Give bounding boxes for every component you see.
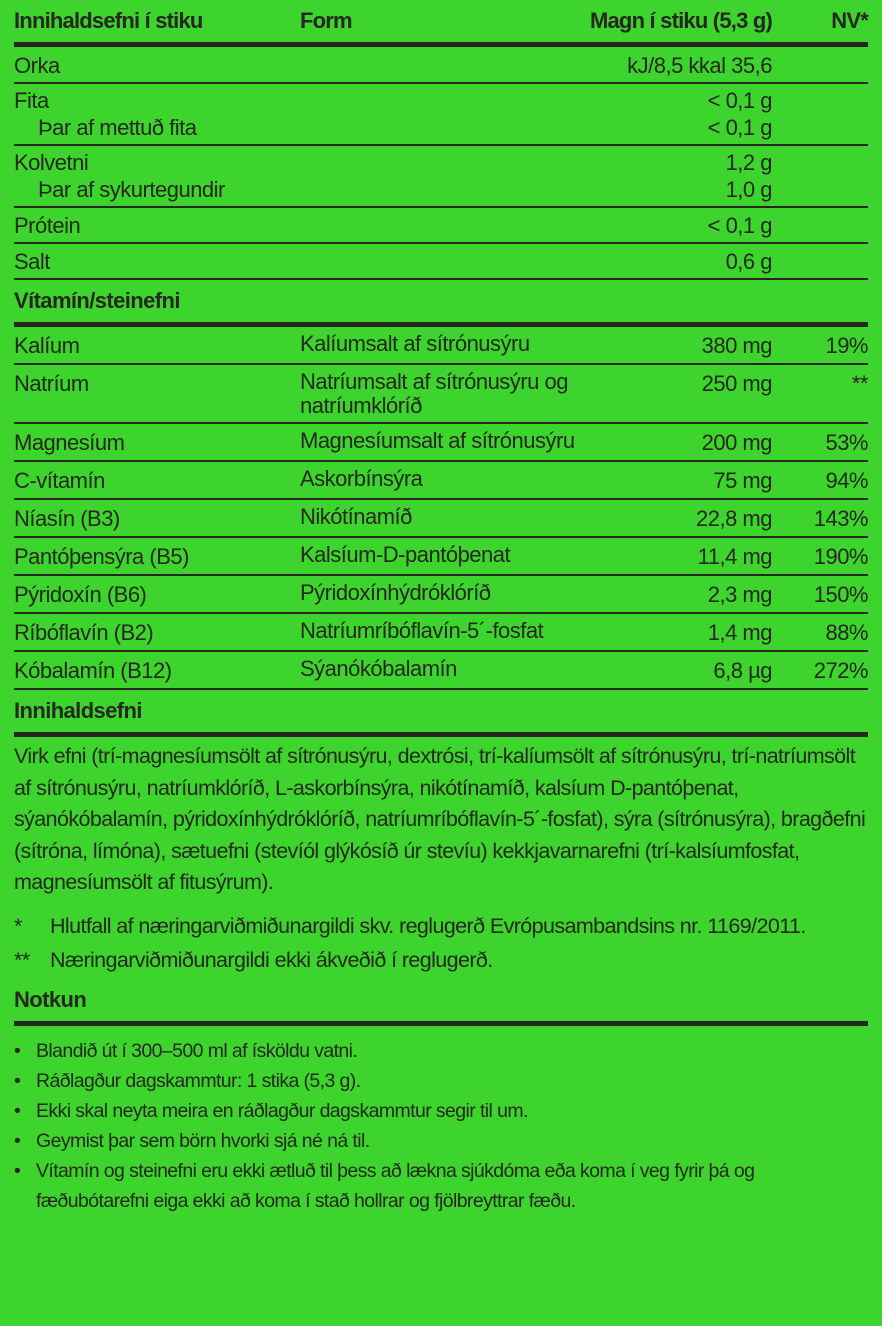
vitamin-nv: 143%: [813, 506, 868, 531]
vitamins-heading: Vítamín/steinefni: [14, 288, 180, 313]
vitamin-form: Magnesíumsalt af sítrónusýru: [300, 428, 575, 453]
vitamin-form: Natríumríbóflavín-5´-fosfat: [300, 618, 544, 643]
vitamin-form: Askorbínsýra: [300, 466, 423, 491]
usage-text: Ráðlagður dagskammtur: 1 stika (5,3 g).: [36, 1069, 361, 1092]
vitamin-row: [14, 424, 868, 460]
vitamin-nv: 190%: [813, 544, 868, 569]
bullet-icon: •: [14, 1069, 21, 1092]
vitamin-nv: 150%: [813, 582, 868, 607]
vitamin-row: [14, 614, 868, 650]
usage-item: [14, 1156, 868, 1216]
sub-nutrient-amount: < 0,1 g: [707, 115, 772, 140]
vitamin-nv: 272%: [813, 658, 868, 683]
vitamin-name: C-vítamín: [14, 468, 105, 493]
vitamin-row: [14, 652, 868, 688]
vitamin-name: Níasín (B3): [14, 506, 120, 531]
vitamin-form: Nikótínamíð: [300, 504, 412, 529]
vitamin-row: [14, 500, 868, 536]
nutrient-amount: 35,6 kJ/8,5 kkal: [627, 53, 772, 78]
nutrient-name: Salt: [14, 249, 50, 274]
nutrition-row: [14, 244, 868, 278]
vitamin-row: [14, 576, 868, 612]
nutrition-label: [14, 0, 868, 1216]
header-ingredient: Innihaldsefni í stiku: [14, 8, 203, 33]
vitamin-form: Natríumsalt af sítrónusýru og natríumklóríð: [300, 369, 568, 418]
bullet-icon: •: [14, 1129, 21, 1152]
vitamin-amount: 75 mg: [713, 468, 772, 493]
vitamin-name: Natríum: [14, 371, 89, 396]
footnote: [14, 943, 868, 977]
vitamin-amount: 250 mg: [701, 371, 772, 396]
vitamin-row: [14, 538, 868, 574]
usage-list: [14, 1026, 868, 1216]
nutrient-amount: 1,2 g: [725, 150, 772, 175]
bullet-icon: •: [14, 1099, 21, 1122]
vitamin-nv: **: [851, 371, 868, 396]
footnote: [14, 909, 868, 943]
vitamin-amount: 2,3 mg: [707, 582, 772, 607]
vitamin-amount: 6,8 µg: [713, 658, 772, 683]
nutrient-name: Orka: [14, 53, 60, 78]
usage-text: Vítamín og steinefni eru ekki ætluð til þess að lækna sjúkdóma eða koma í veg fyrir þá og fæðubótarefni eiga ekki að koma í stað hollrar og fjölbreyttrar fæðu.: [36, 1159, 755, 1212]
vitamin-amount: 380 mg: [701, 333, 772, 358]
nutrition-row: [14, 47, 868, 82]
nutrition-row: [14, 146, 868, 206]
vitamin-name: Pantóþensýra (B5): [14, 544, 189, 569]
usage-item: [14, 1066, 868, 1096]
usage-text: Geymist þar sem börn hvorki sjá né ná til.: [36, 1129, 370, 1152]
header-amount: Magn í stiku (5,3 g): [589, 8, 772, 33]
nutrient-name: Fita: [14, 88, 49, 113]
vitamin-name: Ríbóflavín (B2): [14, 620, 154, 645]
vitamin-form: Kalíumsalt af sítrónusýru: [300, 331, 530, 356]
usage-item: [14, 1036, 868, 1066]
vitamin-amount: 1,4 mg: [707, 620, 772, 645]
table-header: [14, 0, 868, 42]
vitamin-row: [14, 462, 868, 498]
vitamin-form: Kalsíum-D-pantóþenat: [300, 542, 511, 567]
vitamin-name: Kalíum: [14, 333, 80, 358]
nutrient-amount: 0,6 g: [725, 249, 772, 274]
sub-nutrient-name: Þar af sykurtegundir: [38, 177, 225, 202]
vitamin-name: Magnesíum: [14, 430, 125, 455]
vitamin-nv: 53%: [825, 430, 868, 455]
nutrient-amount: < 0,1 g: [707, 88, 772, 113]
vitamin-form: Sýanókóbalamín: [300, 656, 457, 681]
nutrition-row: [14, 84, 868, 144]
footnote-text: Næringarviðmiðunargildi ekki ákveðið í reglugerð.: [50, 947, 493, 972]
vitamin-form: Pýridoxínhýdróklóríð: [300, 580, 491, 605]
nutrient-amount: < 0,1 g: [707, 213, 772, 238]
usage-item: [14, 1096, 868, 1126]
vitamin-nv: 19%: [825, 333, 868, 358]
bullet-icon: •: [14, 1039, 21, 1062]
sub-nutrient-name: Þar af mettuð fita: [38, 115, 197, 140]
ingredients-heading: Innihaldsefni: [14, 698, 142, 723]
vitamin-row: [14, 327, 868, 363]
usage-item: [14, 1126, 868, 1156]
nutrient-name: Prótein: [14, 213, 81, 238]
nutrition-row: [14, 208, 868, 242]
vitamin-row: [14, 365, 868, 422]
vitamin-nv: 94%: [825, 468, 868, 493]
vitamin-amount: 11,4 mg: [697, 544, 772, 569]
sub-nutrient-amount: 1,0 g: [725, 177, 772, 202]
nutrient-name: Kolvetni: [14, 150, 89, 175]
vitamin-name: Kóbalamín (B12): [14, 658, 172, 683]
header-form: Form: [300, 8, 352, 33]
vitamin-nv: 88%: [825, 620, 868, 645]
footnote-mark: *: [14, 913, 22, 938]
vitamins-table: [14, 327, 868, 688]
usage-text: Ekki skal neyta meira en ráðlagður dagskammtur segir til um.: [36, 1099, 528, 1122]
vitamin-amount: 200 mg: [701, 430, 772, 455]
usage-text: Blandið út í 300–500 ml af ísköldu vatni.: [36, 1039, 358, 1062]
usage-heading: Notkun: [14, 986, 87, 1012]
vitamin-name: Pýridoxín (B6): [14, 582, 147, 607]
vitamin-amount: 22,8 mg: [696, 506, 772, 531]
footnote-mark: **: [14, 947, 30, 972]
footnote-text: Hlutfall af næringarviðmiðunargildi skv. reglugerð Evrópusambandsins nr. 1169/2011.: [50, 913, 806, 938]
ingredients-text: Virk efni (trí-magnesíumsölt af sítrónusýru, dextrósi, trí-kalíumsölt af sítrónusýru, trí-natríumsölt af sítrónusýru, natríumklóríð, L-askorbínsýra, nikótínamíð, kalsíum D-pantóþenat, sýanókóbalamín, pýridoxínhýdróklóríð, natríumríbóflavín-5´-fosfat), sýra (sítrónusýra), bragðefni (sítróna, límóna), sætuefni (stevíól glýkósíð úr stevíu) kekkjavarnarefni (trí-kalsíumfosfat, magnesíumsölt af fitusýrum).: [14, 744, 866, 894]
header-nv: NV*: [831, 8, 868, 33]
bullet-icon: •: [14, 1159, 21, 1182]
